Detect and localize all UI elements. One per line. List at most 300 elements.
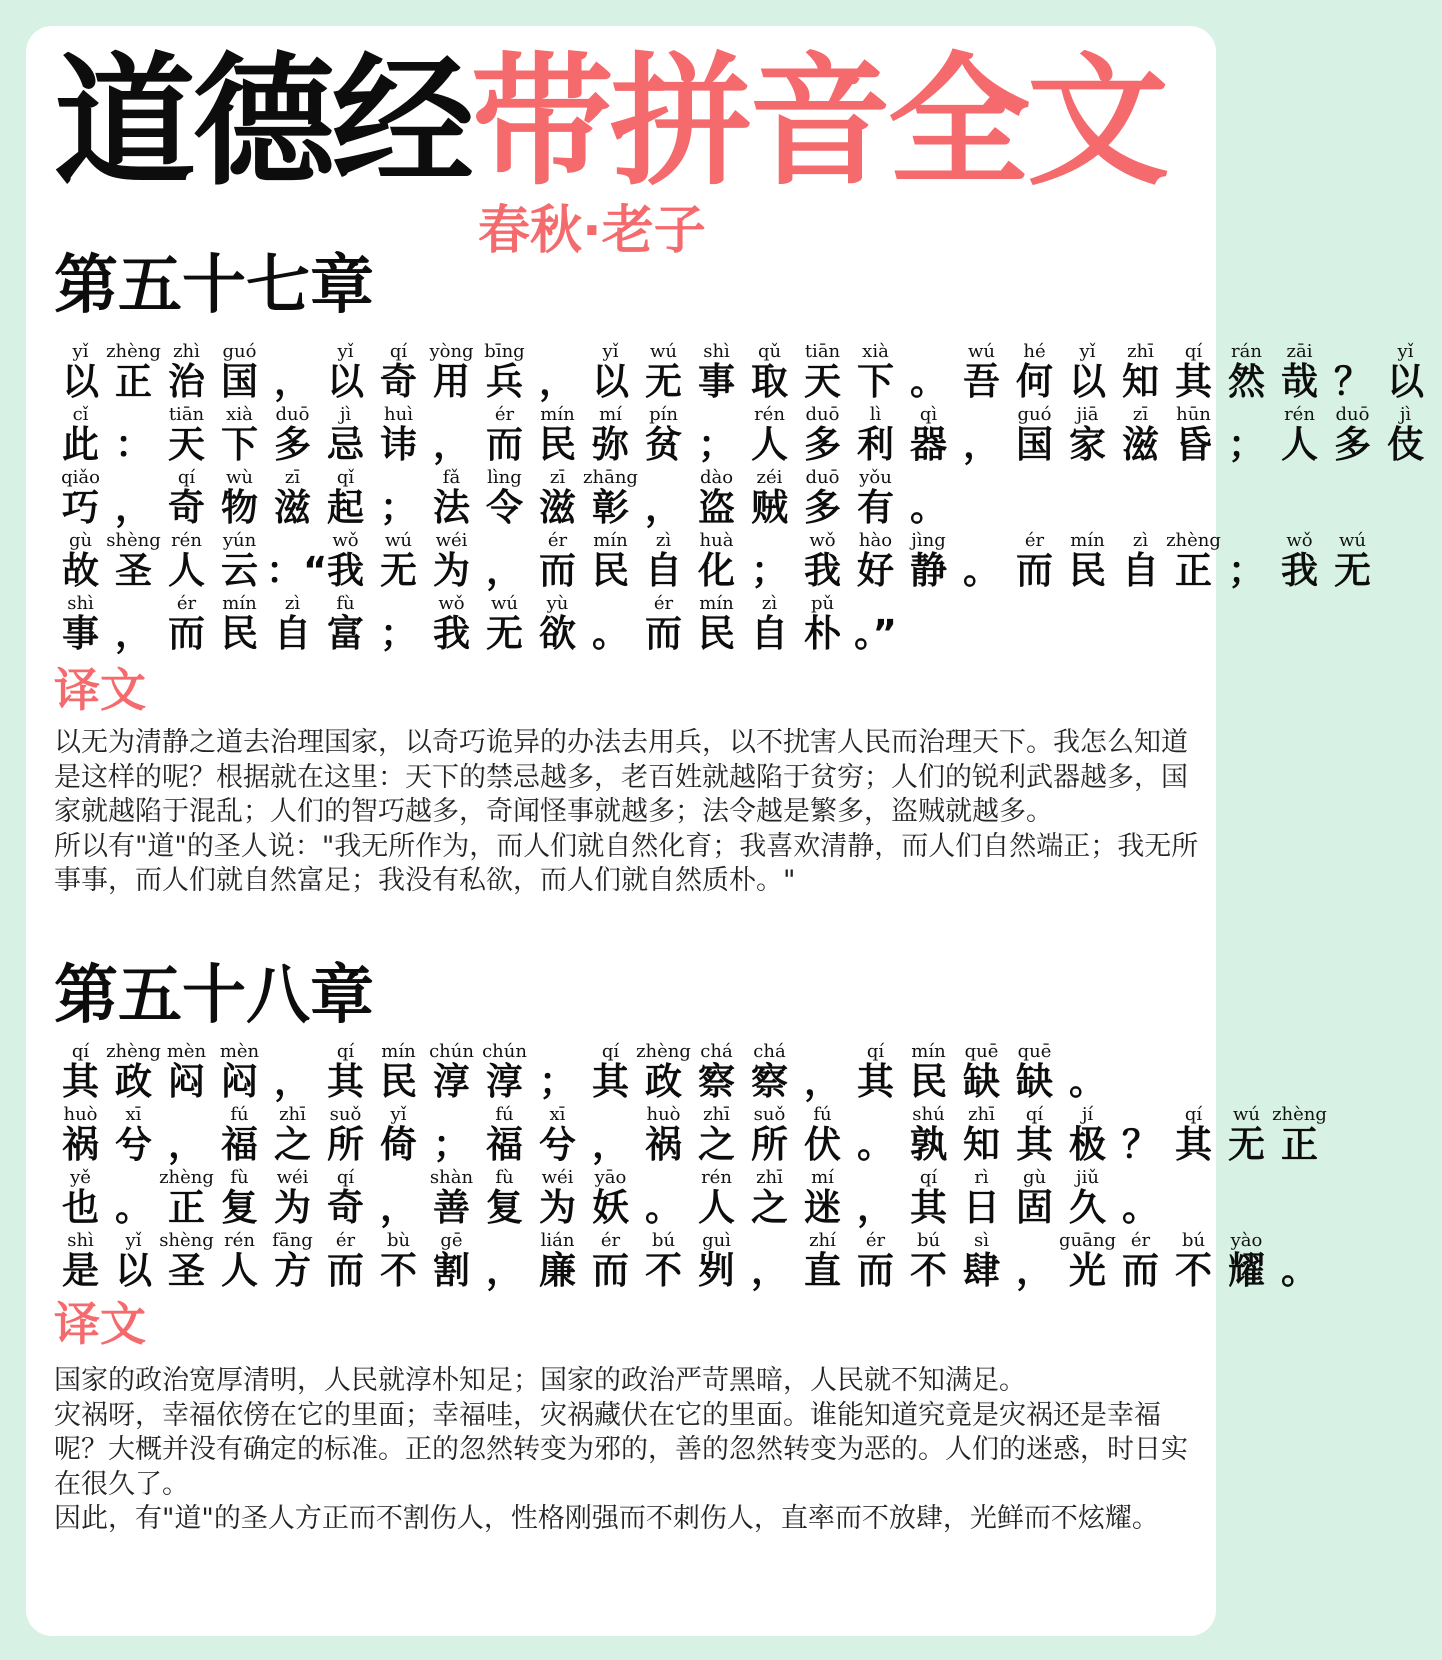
hanzi: 国 <box>221 360 258 403</box>
pinyin: sì <box>974 1230 989 1251</box>
hanzi: 民 <box>221 612 258 655</box>
text-line <box>54 1104 1327 1167</box>
chapter-58-translation <box>54 1364 1206 1537</box>
pinyin: shú <box>912 1104 945 1125</box>
pinyin: fù <box>336 593 355 614</box>
pinyin: zì <box>1132 530 1149 551</box>
hanzi: 彰 <box>592 486 629 529</box>
hanzi: ， <box>274 1060 311 1103</box>
character-cell <box>213 341 266 404</box>
pinyin: yòng <box>429 341 474 362</box>
pinyin: zhāng <box>583 467 638 488</box>
pinyin: qí <box>601 1041 620 1062</box>
pinyin: quē <box>1017 1041 1052 1062</box>
hanzi: 奇 <box>380 360 417 403</box>
hanzi: 民 <box>910 1060 947 1103</box>
character-cell <box>213 1041 266 1104</box>
chapter-58-text <box>54 1041 1327 1293</box>
hanzi: ， <box>274 360 311 403</box>
hanzi: 而 <box>1122 1249 1159 1292</box>
hanzi: 闷 <box>221 1060 258 1103</box>
pinyin: qǐ <box>336 467 355 488</box>
hanzi: ， <box>592 1123 629 1166</box>
character-cell <box>531 1104 584 1167</box>
pinyin: shì <box>703 341 730 362</box>
hanzi: 其 <box>327 1060 364 1103</box>
pinyin: dào <box>699 467 734 488</box>
hanzi: 有 <box>857 486 894 529</box>
pinyin: zī <box>549 467 566 488</box>
chapter-57-text <box>54 341 1424 656</box>
hanzi: 。 <box>910 486 947 529</box>
hanzi: 无 <box>380 549 417 592</box>
hanzi: ， <box>168 1123 205 1166</box>
hanzi: 我 <box>327 549 364 592</box>
hanzi: 民 <box>1069 549 1106 592</box>
pinyin: ér <box>653 593 674 614</box>
hanzi: 倚 <box>380 1123 417 1166</box>
pinyin: duō <box>275 404 310 425</box>
pinyin: jì <box>339 404 352 425</box>
hanzi: 肆 <box>963 1249 1000 1292</box>
pinyin: zhèng <box>106 1041 161 1062</box>
pinyin: xī <box>125 1104 142 1125</box>
hanzi: 不 <box>1175 1249 1212 1292</box>
hanzi: 迷 <box>804 1186 841 1229</box>
pinyin: chá <box>700 1041 733 1062</box>
hanzi: 巧 <box>62 486 99 529</box>
pinyin: zhèng <box>159 1167 214 1188</box>
pinyin: zhèng <box>636 1041 691 1062</box>
pinyin: qí <box>336 1041 355 1062</box>
pinyin: qí <box>1025 1104 1044 1125</box>
hanzi: 人 <box>168 549 205 592</box>
hanzi: 滋 <box>274 486 311 529</box>
hanzi: ； <box>380 486 417 529</box>
pinyin: hé <box>1023 341 1046 362</box>
hanzi: 方 <box>274 1249 311 1292</box>
hanzi: 极 <box>1069 1123 1106 1166</box>
pinyin: zhī <box>756 1167 783 1188</box>
pinyin: zhèng <box>106 341 161 362</box>
pinyin: lìng <box>487 467 522 488</box>
character-cell <box>1379 341 1432 404</box>
pinyin: xià <box>862 341 889 362</box>
hanzi: 何 <box>1016 360 1053 403</box>
pinyin: qí <box>177 467 196 488</box>
hanzi: 我 <box>433 612 470 655</box>
pinyin: chá <box>753 1041 786 1062</box>
character-cell <box>1061 1104 1114 1167</box>
character-cell <box>1114 1167 1167 1230</box>
hanzi: 奇 <box>168 486 205 529</box>
hanzi: ， <box>751 1249 788 1292</box>
hanzi: 政 <box>115 1060 152 1103</box>
pinyin: zī <box>1132 404 1149 425</box>
hanzi: 富 <box>327 612 364 655</box>
hanzi: 正 <box>168 1186 205 1229</box>
hanzi: 察 <box>751 1060 788 1103</box>
pinyin: yǐ <box>125 1230 142 1251</box>
pinyin: shèng <box>159 1230 214 1251</box>
hanzi: 圣 <box>115 549 152 592</box>
pinyin: rén <box>1284 404 1315 425</box>
hanzi: ， <box>115 612 152 655</box>
character-cell <box>54 1167 107 1230</box>
hanzi: 起 <box>327 486 364 529</box>
pinyin: zéi <box>756 467 783 488</box>
hanzi: ， <box>645 486 682 529</box>
pinyin: qí <box>336 1167 355 1188</box>
hanzi: 我 <box>804 549 841 592</box>
hanzi: 自 <box>274 612 311 655</box>
pinyin: zhí <box>809 1230 836 1251</box>
hanzi: 多 <box>274 423 311 466</box>
pinyin: yǐ <box>1397 341 1414 362</box>
character-cell <box>1061 1041 1114 1104</box>
pinyin: tiān <box>168 404 205 425</box>
hanzi: 滋 <box>539 486 576 529</box>
pinyin: zì <box>655 530 672 551</box>
hanzi: 自 <box>751 612 788 655</box>
pinyin: yào <box>1230 1230 1263 1251</box>
pinyin: shì <box>67 593 94 614</box>
hanzi: 事 <box>62 612 99 655</box>
pinyin: jiǔ <box>1076 1167 1099 1188</box>
hanzi: 。 <box>963 549 1000 592</box>
pinyin: wú <box>1339 530 1366 551</box>
hanzi: 治 <box>168 360 205 403</box>
pinyin: wú <box>491 593 518 614</box>
character-cell <box>1273 341 1326 404</box>
hanzi: 人 <box>698 1186 735 1229</box>
hanzi: ； <box>698 423 735 466</box>
pinyin: fú <box>495 1104 514 1125</box>
hanzi: 为 <box>433 549 470 592</box>
pinyin: wú <box>650 341 677 362</box>
pinyin: wù <box>226 467 253 488</box>
pinyin: zhèng <box>1166 530 1221 551</box>
hanzi: 民 <box>539 423 576 466</box>
pinyin: ér <box>1130 1230 1151 1251</box>
pinyin: rén <box>754 404 785 425</box>
pinyin: wéi <box>276 1167 309 1188</box>
hanzi: ：“ <box>266 549 328 592</box>
hanzi: 。 <box>857 1123 894 1166</box>
pinyin: xià <box>226 404 253 425</box>
character-cell <box>584 467 637 530</box>
hanzi: 。 <box>1281 1249 1318 1292</box>
hanzi: 以 <box>327 360 364 403</box>
hanzi: 云 <box>221 549 258 592</box>
hanzi: 其 <box>62 1060 99 1103</box>
hanzi: 讳 <box>380 423 417 466</box>
pinyin: zhī <box>1127 341 1154 362</box>
pinyin: suǒ <box>329 1104 362 1125</box>
hanzi: 而 <box>327 1249 364 1292</box>
hanzi: 吾 <box>963 360 1000 403</box>
hanzi: 知 <box>1122 360 1159 403</box>
hanzi: 多 <box>1334 423 1371 466</box>
hanzi: 法 <box>433 486 470 529</box>
hanzi: 盗 <box>698 486 735 529</box>
hanzi: 多 <box>804 423 841 466</box>
pinyin: zì <box>761 593 778 614</box>
pinyin: ér <box>547 530 568 551</box>
hanzi: 奇 <box>327 1186 364 1229</box>
pinyin: zī <box>284 467 301 488</box>
hanzi: 昏 <box>1175 423 1212 466</box>
character-cell <box>955 1230 1008 1293</box>
pinyin: fú <box>230 1104 249 1125</box>
hanzi: 。 <box>115 1186 152 1229</box>
character-cell <box>1379 404 1432 467</box>
pinyin: jiā <box>1076 404 1099 425</box>
hanzi: 淳 <box>486 1060 523 1103</box>
hanzi: 此 <box>62 423 99 466</box>
character-cell <box>1008 1041 1061 1104</box>
character-cell <box>54 467 107 530</box>
hanzi: ， <box>486 1249 523 1292</box>
character-cell <box>584 1167 637 1230</box>
hanzi: 知 <box>963 1123 1000 1166</box>
character-cell <box>1273 1230 1326 1293</box>
character-cell <box>372 1104 425 1167</box>
hanzi: 事 <box>698 360 735 403</box>
pinyin: bīng <box>484 341 525 362</box>
hanzi: 察 <box>698 1060 735 1103</box>
character-cell <box>425 530 478 593</box>
hanzi: ， <box>963 423 1000 466</box>
hanzi: 正 <box>115 360 152 403</box>
pinyin: gù <box>1022 1167 1047 1188</box>
character-cell <box>372 404 425 467</box>
hanzi: ， <box>804 1060 841 1103</box>
pinyin: fǎ <box>442 467 461 488</box>
pinyin: chún <box>482 1041 527 1062</box>
character-cell <box>213 530 266 593</box>
hanzi: 复 <box>221 1186 258 1229</box>
hanzi: 然 <box>1228 360 1265 403</box>
character-cell <box>107 1104 160 1167</box>
hanzi: 家 <box>1069 423 1106 466</box>
character-cell <box>54 593 107 656</box>
pinyin: qí <box>389 341 408 362</box>
hanzi: 政 <box>645 1060 682 1103</box>
pinyin: quē <box>964 1041 999 1062</box>
pinyin: qí <box>919 1167 938 1188</box>
hanzi: 忌 <box>327 423 364 466</box>
character-cell <box>319 467 372 530</box>
pinyin: guì <box>702 1230 731 1251</box>
hanzi: 弥 <box>592 423 629 466</box>
pinyin: ér <box>1024 530 1045 551</box>
hanzi: 人 <box>751 423 788 466</box>
pinyin: mí <box>599 404 622 425</box>
character-cell <box>1326 530 1379 593</box>
hanzi: 不 <box>380 1249 417 1292</box>
chapter-58-translation-heading: 译文 <box>54 1297 146 1351</box>
hanzi: 欲 <box>539 612 576 655</box>
hanzi: 我 <box>1281 549 1318 592</box>
character-cell <box>690 1230 743 1293</box>
hanzi: ； <box>539 1060 576 1103</box>
hanzi: 民 <box>592 549 629 592</box>
pinyin: pǔ <box>810 593 835 614</box>
hanzi: 所 <box>327 1123 364 1166</box>
pinyin: yǐ <box>390 1104 407 1125</box>
text-line <box>54 467 1204 530</box>
pinyin: qǔ <box>757 341 782 362</box>
hanzi: 滋 <box>1122 423 1159 466</box>
hanzi: 而 <box>1016 549 1053 592</box>
hanzi: 所 <box>751 1123 788 1166</box>
hanzi: 以 <box>1387 360 1424 403</box>
pinyin: rì <box>974 1167 989 1188</box>
pinyin: tiān <box>804 341 841 362</box>
hanzi: ？ <box>1122 1123 1159 1166</box>
pinyin: huò <box>646 1104 681 1125</box>
hanzi: 好 <box>857 549 894 592</box>
hanzi: 而 <box>592 1249 629 1292</box>
hanzi: 其 <box>857 1060 894 1103</box>
hanzi: ； <box>1228 423 1265 466</box>
hanzi: 利 <box>857 423 894 466</box>
pinyin: wú <box>385 530 412 551</box>
character-cell <box>319 1167 372 1230</box>
pinyin: wéi <box>435 530 468 551</box>
pinyin: bú <box>916 1230 941 1251</box>
hanzi: 祸 <box>62 1123 99 1166</box>
hanzi: 其 <box>1175 360 1212 403</box>
pinyin: bù <box>386 1230 411 1251</box>
character-cell <box>796 1167 849 1230</box>
character-cell <box>637 404 690 467</box>
pinyin: yǐ <box>72 341 89 362</box>
text-line <box>54 404 1424 467</box>
pinyin: zāi <box>1286 341 1313 362</box>
hanzi: 为 <box>274 1186 311 1229</box>
pinyin: fāng <box>272 1230 313 1251</box>
pinyin: qí <box>1184 1104 1203 1125</box>
character-cell <box>796 1104 849 1167</box>
hanzi: 之 <box>751 1186 788 1229</box>
translation-paragraph: 国家的政治宽厚清明，人民就淳朴知足；国家的政治严苛黑暗，人民就不知满足。 <box>54 1365 1026 1396</box>
hanzi: 刿 <box>698 1249 735 1292</box>
pinyin: ér <box>865 1230 886 1251</box>
hanzi: 祸 <box>645 1123 682 1166</box>
pinyin: zì <box>284 593 301 614</box>
hanzi: 而 <box>486 423 523 466</box>
pinyin: lì <box>869 404 882 425</box>
pinyin: hūn <box>1176 404 1211 425</box>
chapter-57-translation-heading: 译文 <box>54 663 146 717</box>
hanzi: 正 <box>1281 1123 1318 1166</box>
pinyin: ér <box>335 1230 356 1251</box>
hanzi: 物 <box>221 486 258 529</box>
pinyin: yǐ <box>337 341 354 362</box>
hanzi: 而 <box>645 612 682 655</box>
hanzi: 也 <box>62 1186 99 1229</box>
pinyin: yù <box>546 593 569 614</box>
pinyin: jí <box>1081 1104 1094 1125</box>
pinyin: fú <box>813 1104 832 1125</box>
hanzi: 化 <box>698 549 735 592</box>
hanzi: ？ <box>1334 360 1371 403</box>
pinyin: huà <box>699 530 734 551</box>
hanzi: 民 <box>380 1060 417 1103</box>
hanzi: 贫 <box>645 423 682 466</box>
hanzi: 人 <box>221 1249 258 1292</box>
pinyin: mín <box>540 404 575 425</box>
character-cell <box>478 341 531 404</box>
pinyin: mèn <box>166 1041 207 1062</box>
hanzi: 以 <box>1069 360 1106 403</box>
hanzi: 固 <box>1016 1186 1053 1229</box>
pinyin: huò <box>63 1104 98 1125</box>
hanzi: 民 <box>698 612 735 655</box>
character-cell <box>425 1230 478 1293</box>
title-highlight: 带拼音全文 <box>471 40 1166 205</box>
hanzi: 天 <box>804 360 841 403</box>
hanzi: 缺 <box>963 1060 1000 1103</box>
pinyin: shèng <box>106 530 161 551</box>
pinyin: suǒ <box>753 1104 786 1125</box>
pinyin: lián <box>540 1230 575 1251</box>
hanzi: 国 <box>1016 423 1053 466</box>
pinyin: qí <box>866 1041 885 1062</box>
hanzi: 静 <box>910 549 947 592</box>
hanzi: 淳 <box>433 1060 470 1103</box>
hanzi: 伏 <box>804 1123 841 1166</box>
character-cell <box>1061 1167 1114 1230</box>
hanzi: 圣 <box>168 1249 205 1292</box>
character-cell <box>1167 530 1220 593</box>
pinyin: zhī <box>279 1104 306 1125</box>
hanzi: 不 <box>645 1249 682 1292</box>
pinyin: rén <box>171 530 202 551</box>
hanzi: 器 <box>910 423 947 466</box>
pinyin: duō <box>805 404 840 425</box>
hanzi: 。 <box>592 612 629 655</box>
hanzi: 耀 <box>1228 1249 1265 1292</box>
pinyin: guó <box>222 341 257 362</box>
hanzi: ： <box>115 423 152 466</box>
hanzi: 人 <box>1281 423 1318 466</box>
pinyin: wǒ <box>332 530 359 551</box>
character-cell <box>796 593 849 656</box>
pinyin: jì <box>1399 404 1412 425</box>
hanzi: 闷 <box>168 1060 205 1103</box>
hanzi: 妖 <box>592 1186 629 1229</box>
pinyin: mín <box>699 593 734 614</box>
translation-paragraph: 所以有"道"的圣人说："我无所作为，而人们就自然化育；我喜欢清静，而人们自然端正；我无所事事，而人们就自然富足；我没有私欲，而人们就自然质朴。" <box>54 830 1199 896</box>
pinyin: zhī <box>703 1104 730 1125</box>
pinyin: mèn <box>219 1041 260 1062</box>
pinyin: gē <box>440 1230 463 1251</box>
hanzi: 其 <box>910 1186 947 1229</box>
hanzi: ， <box>115 486 152 529</box>
pinyin: fù <box>495 1167 514 1188</box>
hanzi: 其 <box>1016 1123 1053 1166</box>
hanzi: 。 <box>910 360 947 403</box>
pinyin: mín <box>911 1041 946 1062</box>
hanzi: 多 <box>804 486 841 529</box>
hanzi: 以 <box>592 360 629 403</box>
character-cell <box>1167 404 1220 467</box>
pinyin: wǒ <box>809 530 836 551</box>
character-cell <box>902 530 955 593</box>
